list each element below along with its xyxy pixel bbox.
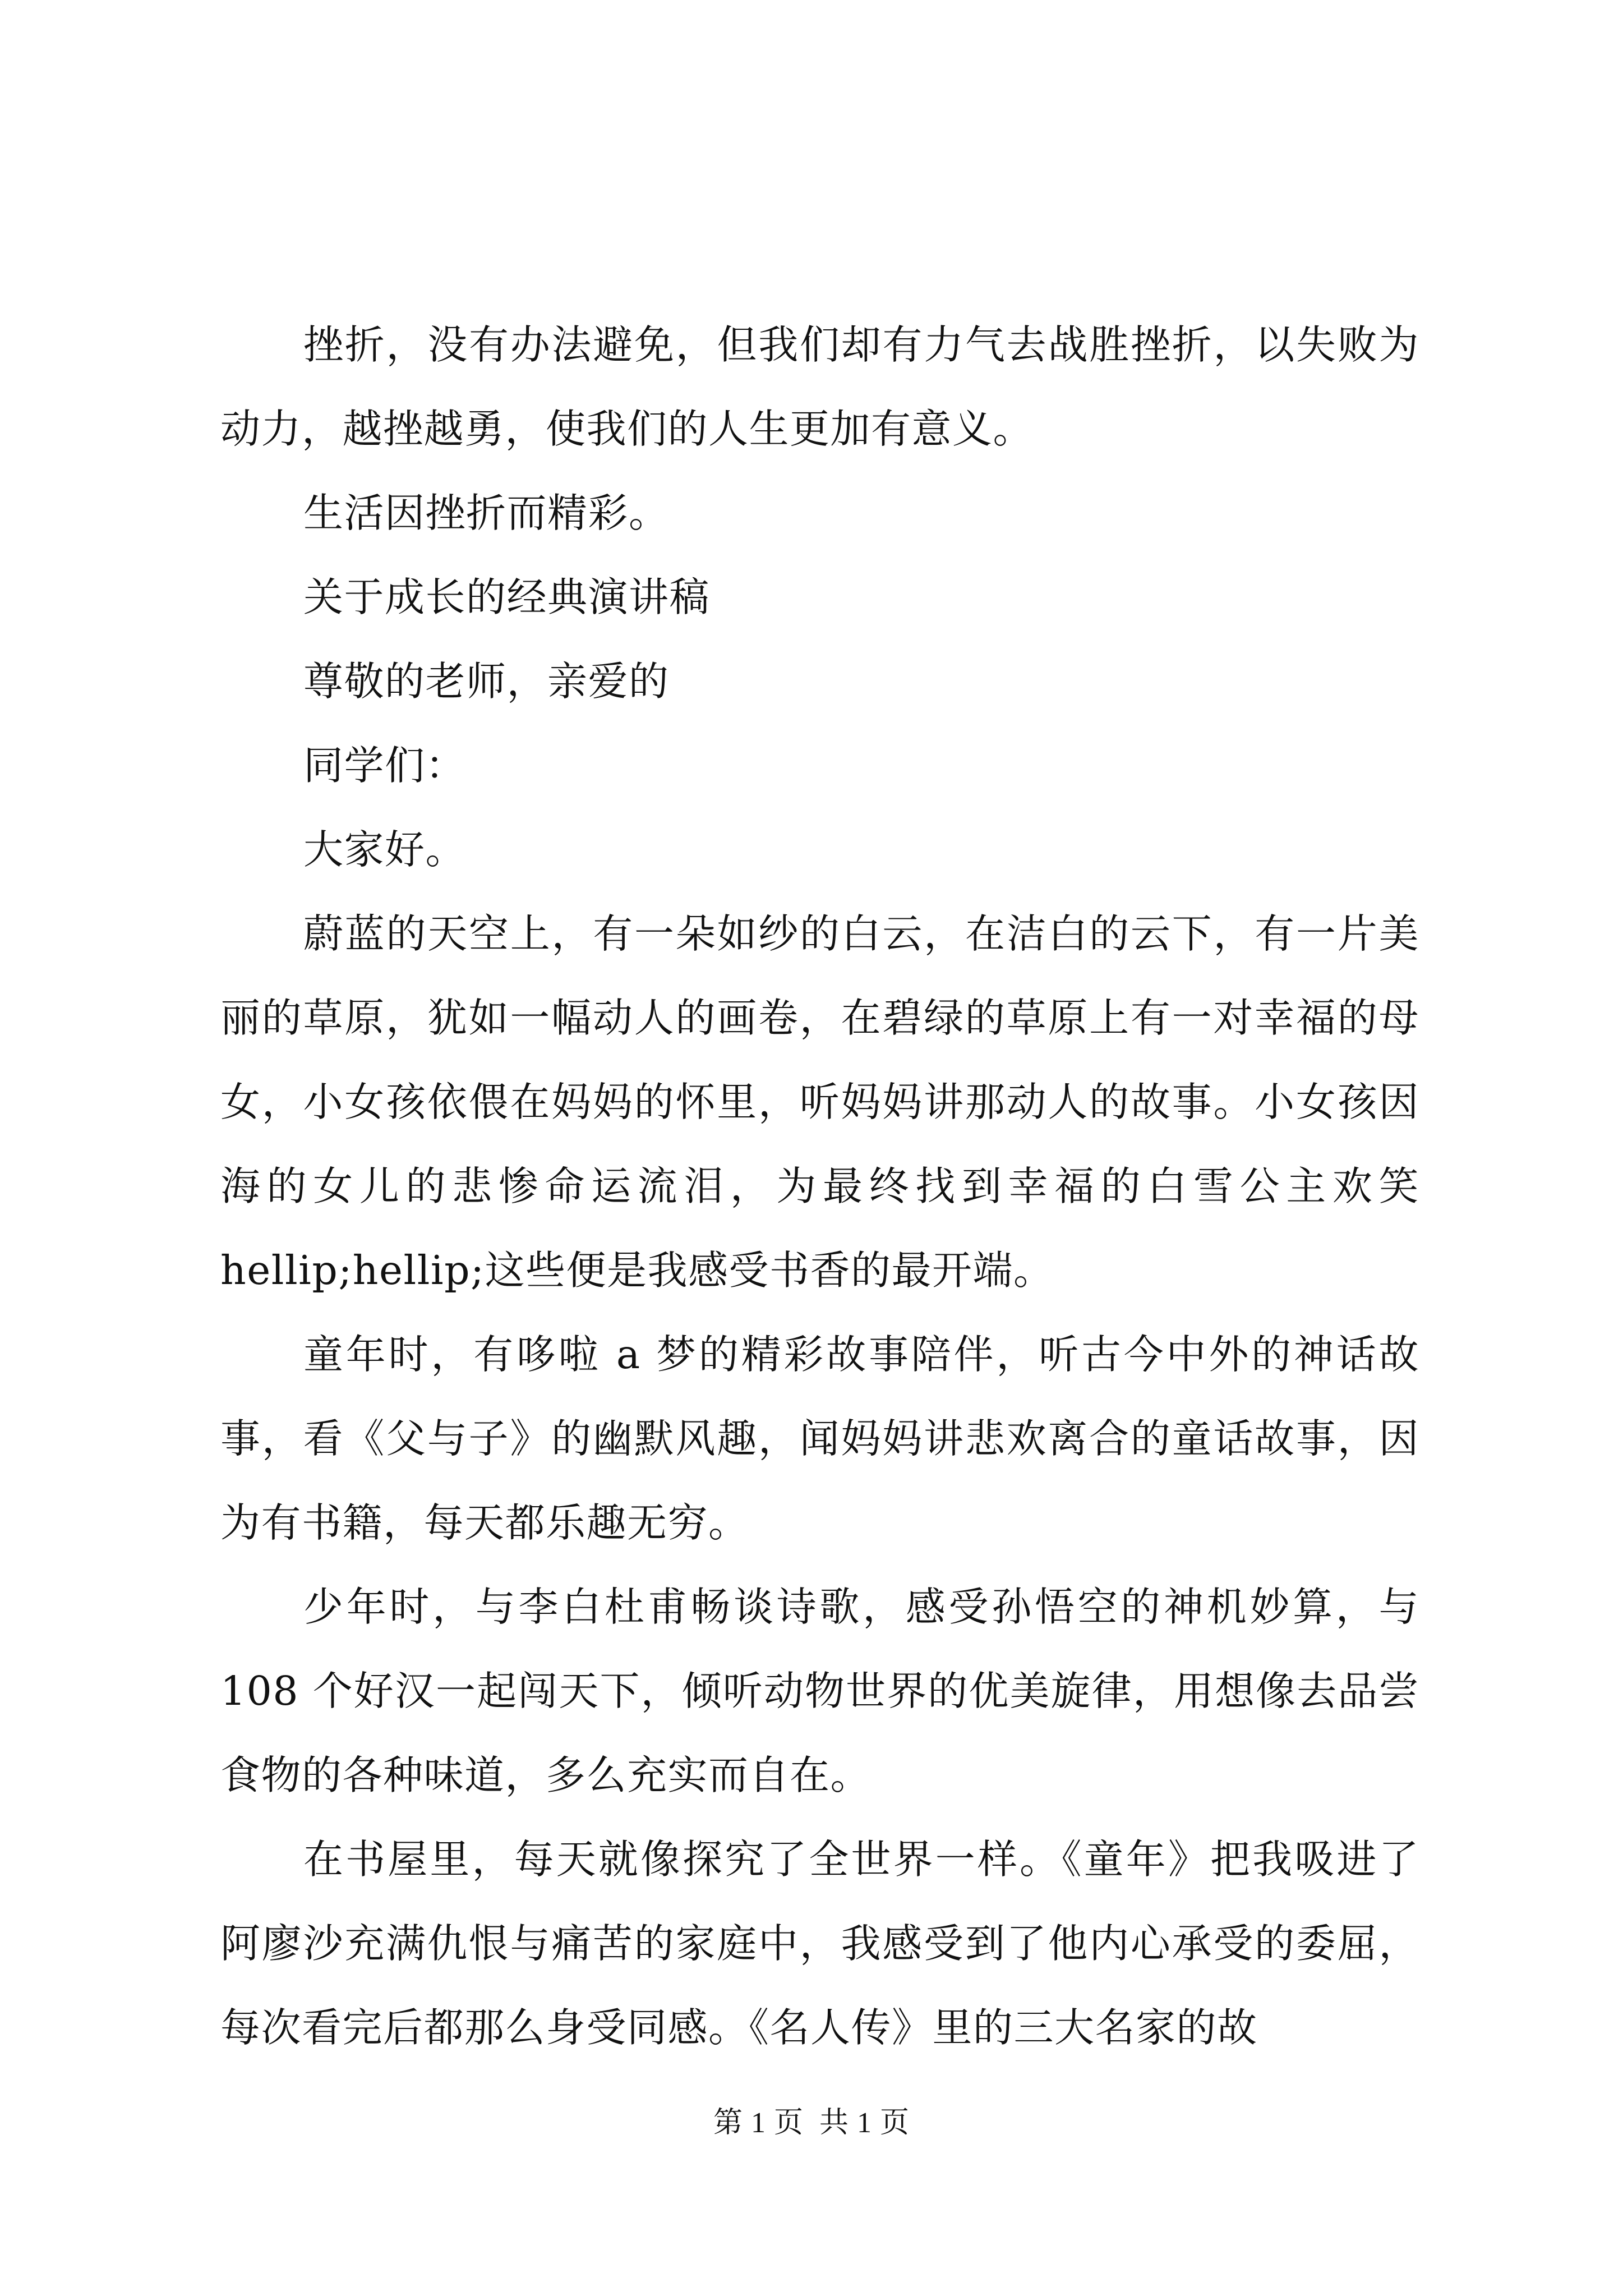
paragraph-frustration: 挫折，没有办法避免，但我们却有力气去战胜挫折，以失败为动力，越挫越勇，使我们的人生更加有意义。: [220, 321, 1419, 452]
paragraph-youth: 少年时，与李白杜甫畅谈诗歌，感受孙悟空的神机妙算，与 108 个好汉一起闯天下，倾听动物世界的优美旋律，用想像去品尝食物的各种味道，多么充实而自在。: [220, 1584, 1419, 1798]
page-number-label: 第 1 页 共 1 页: [713, 2107, 910, 2139]
paragraph-childhood: 童年时，有哆啦 a 梦的精彩故事陪伴，听古今中外的神话故事，看《父与子》的幽默风趣，闻妈妈讲悲欢离合的童话故事，因为有书籍，每天都乐趣无穷。: [220, 1331, 1419, 1546]
speech-title: 关于成长的经典演讲稿: [303, 574, 711, 620]
page-footer: [0, 2104, 1623, 2143]
salutation-teachers: 尊敬的老师，亲爱的: [303, 658, 670, 705]
paragraph-blue-sky: 蔚蓝的天空上，有一朵如纱的白云，在洁白的云下，有一片美丽的草原，犹如一幅动人的画卷，在碧绿的草原上有一对幸福的母女，小女孩依偎在妈妈的怀里，听妈妈讲那动人的故事。小女孩因海的女儿的悲惨命运流泪，为最终找到幸福的白雪公主欢笑 hellip;hellip;这些便是我感受书香的最开端。: [220, 910, 1419, 1294]
paragraph-life-wonderful: 生活因挫折而精彩。: [303, 490, 670, 536]
document-body: [220, 303, 1419, 2070]
paragraph-book-house: 在书屋里，每天就像探究了全世界一样。《童年》把我吸进了阿廖沙充满仇恨与痛苦的家庭中，我感受到了他内心承受的委屈，每次看完后都那么身受同感。《名人传》里的三大名家的故: [220, 1836, 1419, 2051]
salutation-classmates: 同学们：: [303, 742, 467, 789]
greeting: 大家好。: [303, 826, 467, 873]
